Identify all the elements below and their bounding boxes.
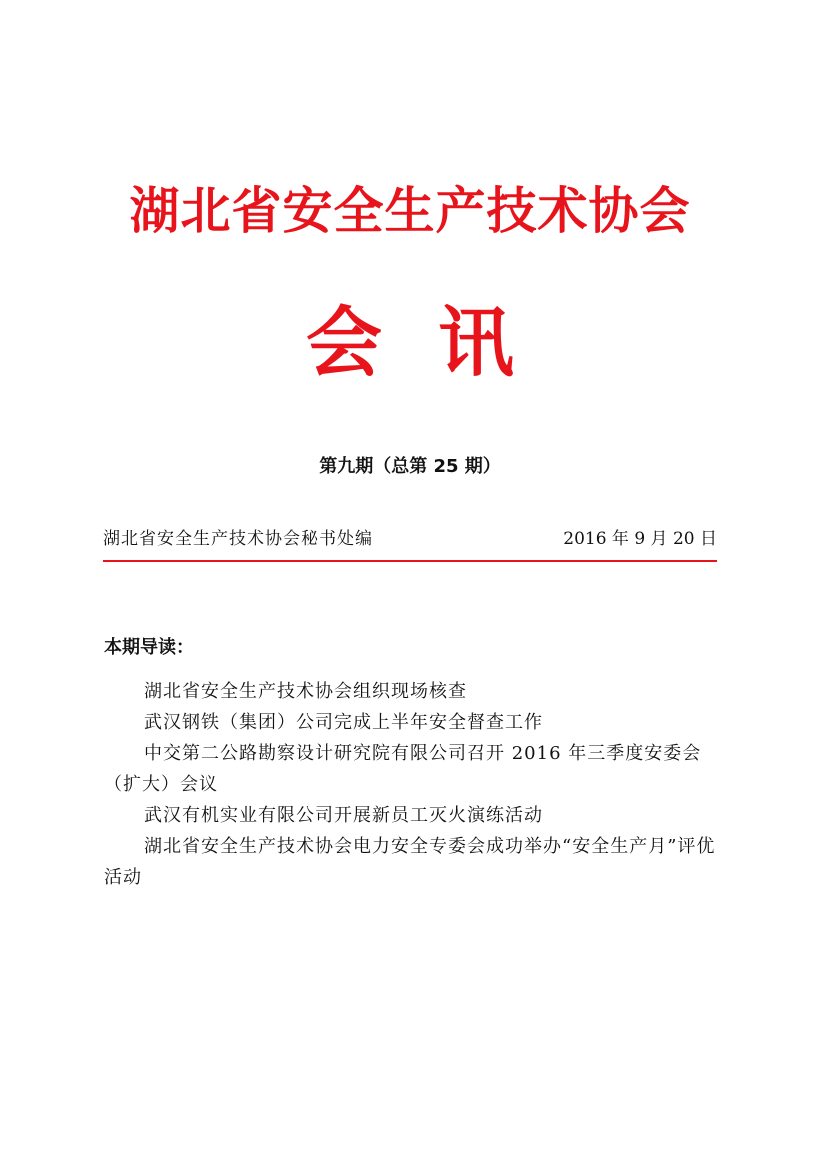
organization-title: 湖北省安全生产技术协会 <box>129 181 691 240</box>
editor-line: 湖北省安全生产技术协会秘书处编 <box>103 529 373 549</box>
guide-item: 中交第二公路勘察设计研究院有限公司召开 2016 年三季度安委会（扩大）会议 <box>104 743 702 795</box>
publication-meta <box>103 525 717 553</box>
guide-item: 湖北省安全生产技术协会电力安全专委会成功举办“安全生产月”评优活动 <box>104 836 716 888</box>
publication-date: 2016 年 9 月 20 日 <box>563 529 717 549</box>
guide-heading: 本期导读： <box>104 637 194 658</box>
guide-item: 武汉钢铁（集团）公司完成上半年安全督查工作 <box>144 712 543 733</box>
guide-list <box>104 676 718 893</box>
red-divider <box>103 560 717 562</box>
issue-number: 第九期（总第 25 期） <box>319 456 501 477</box>
guide-item: 湖北省安全生产技术协会组织现场核查 <box>144 681 467 702</box>
guide-item: 武汉有机实业有限公司开展新员工灭火演练活动 <box>144 805 543 826</box>
publication-title: 会讯 <box>306 298 570 387</box>
